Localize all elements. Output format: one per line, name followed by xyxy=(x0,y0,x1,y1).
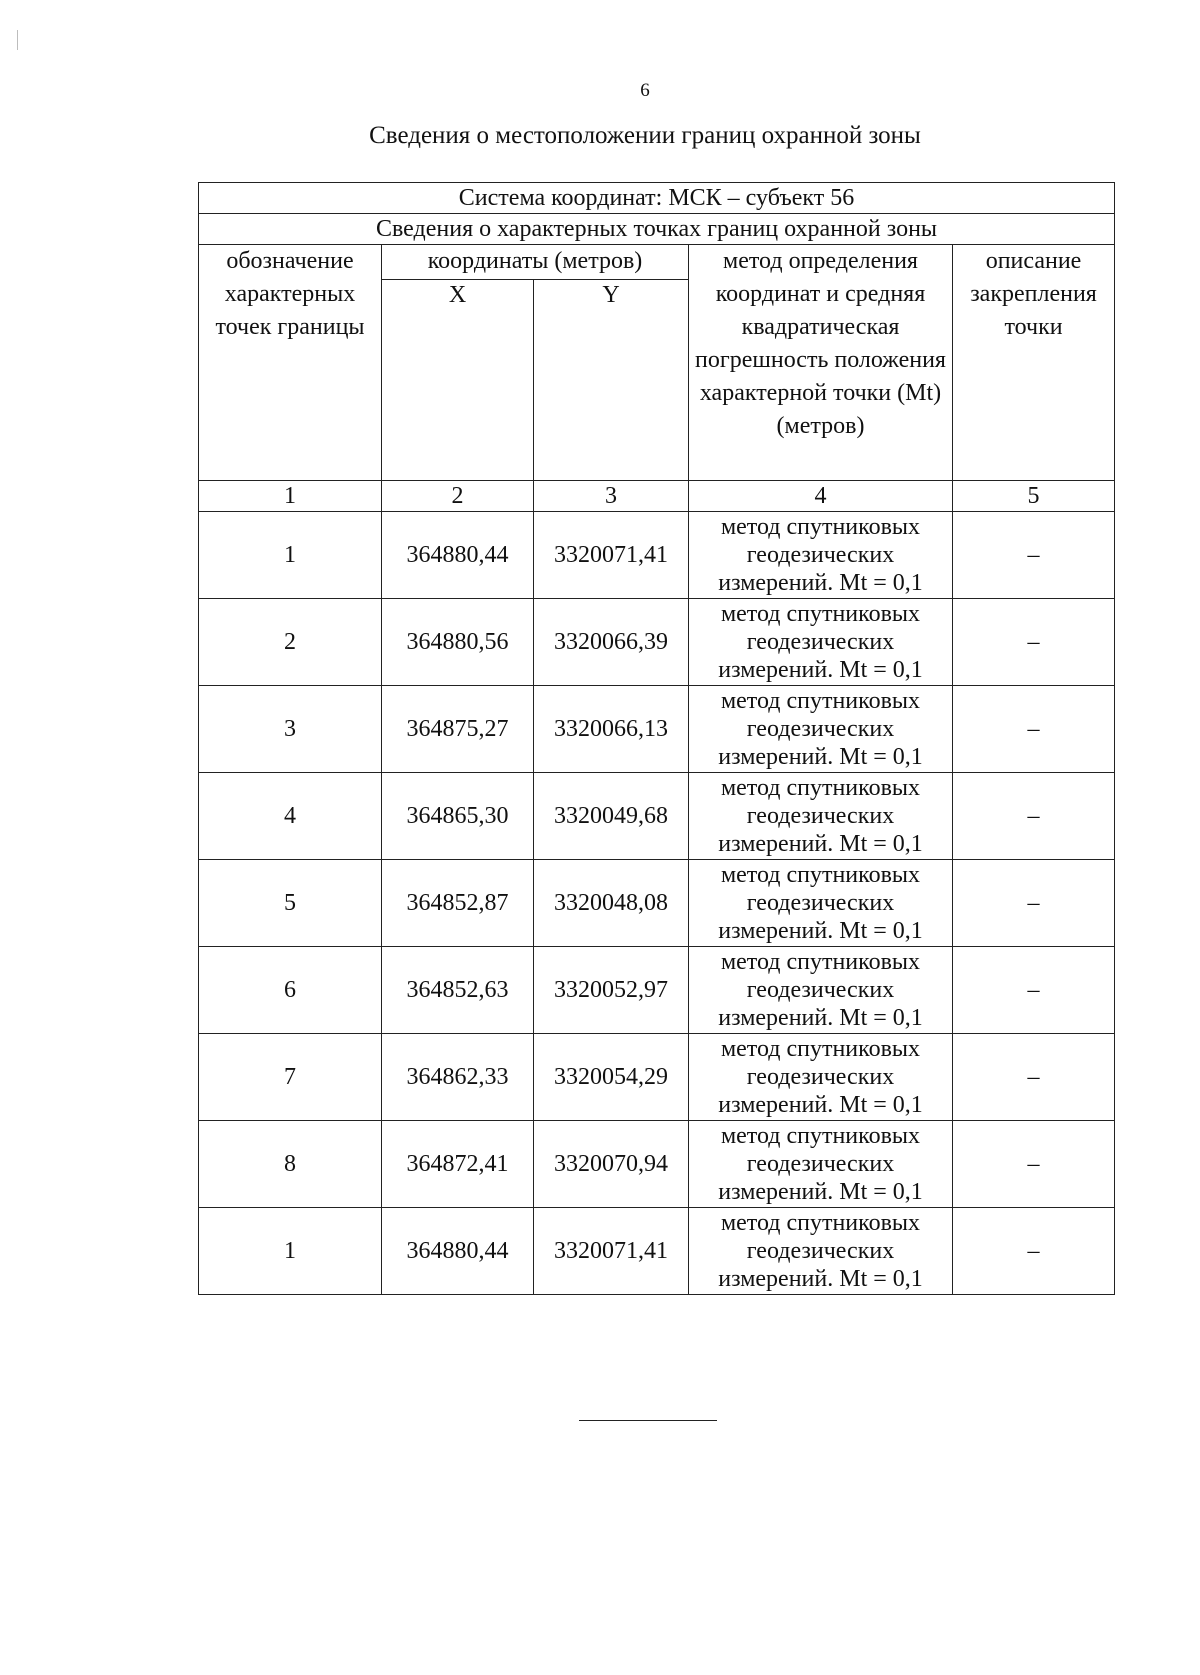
point-cell: 1 xyxy=(199,512,382,599)
x-coordinate-cell: 364875,27 xyxy=(382,686,534,773)
point-cell: 7 xyxy=(199,1034,382,1121)
document-title: Сведения о местоположении границ охранной зоны xyxy=(369,122,921,149)
description-cell: – xyxy=(953,686,1115,773)
table-row xyxy=(199,947,1115,1034)
table-row xyxy=(199,860,1115,947)
x-coordinate-cell: 364880,56 xyxy=(382,599,534,686)
description-cell: – xyxy=(953,860,1115,947)
y-coordinate-cell: 3320071,41 xyxy=(534,1208,689,1295)
point-cell: 5 xyxy=(199,860,382,947)
description-cell: – xyxy=(953,947,1115,1034)
method-cell: метод спутниковых геодезических измерений. Mt = 0,1 xyxy=(689,1208,953,1295)
scan-artifact-mark xyxy=(17,30,18,50)
table-row xyxy=(199,686,1115,773)
x-coordinate-cell: 364852,87 xyxy=(382,860,534,947)
header-y: Y xyxy=(534,280,689,481)
coordinate-system-row xyxy=(199,183,1115,214)
y-coordinate-cell: 3320066,13 xyxy=(534,686,689,773)
y-coordinate-cell: 3320070,94 xyxy=(534,1121,689,1208)
y-coordinate-cell: 3320052,97 xyxy=(534,947,689,1034)
x-coordinate-cell: 364865,30 xyxy=(382,773,534,860)
method-cell: метод спутниковых геодезических измерений. Mt = 0,1 xyxy=(689,1034,953,1121)
x-coordinate-cell: 364862,33 xyxy=(382,1034,534,1121)
page-number: 6 xyxy=(640,80,650,101)
method-cell: метод спутниковых геодезических измерений. Mt = 0,1 xyxy=(689,947,953,1034)
point-cell: 1 xyxy=(199,1208,382,1295)
method-cell: метод спутниковых геодезических измерений. Mt = 0,1 xyxy=(689,599,953,686)
coordinate-system-cell: Система координат: МСК – субъект 56 xyxy=(199,183,1115,214)
column-number: 5 xyxy=(953,481,1115,512)
table-subtitle-cell: Сведения о характерных точках границ охранной зоны xyxy=(199,214,1115,245)
description-cell: – xyxy=(953,599,1115,686)
column-number: 1 xyxy=(199,481,382,512)
method-cell: метод спутниковых геодезических измерений. Mt = 0,1 xyxy=(689,686,953,773)
table-subtitle-row xyxy=(199,214,1115,245)
header-method: метод определения координат и средняя квадратическая погрешность положения характерной точки (Mt) (метров) xyxy=(689,245,953,481)
y-coordinate-cell: 3320071,41 xyxy=(534,512,689,599)
x-coordinate-cell: 364880,44 xyxy=(382,1208,534,1295)
column-number: 3 xyxy=(534,481,689,512)
table-row xyxy=(199,773,1115,860)
point-cell: 4 xyxy=(199,773,382,860)
table-row xyxy=(199,599,1115,686)
method-cell: метод спутниковых геодезических измерений. Mt = 0,1 xyxy=(689,512,953,599)
table-row xyxy=(199,512,1115,599)
method-cell: метод спутниковых геодезических измерений. Mt = 0,1 xyxy=(689,1121,953,1208)
point-cell: 3 xyxy=(199,686,382,773)
end-of-document-rule xyxy=(579,1420,717,1421)
point-cell: 2 xyxy=(199,599,382,686)
x-coordinate-cell: 364880,44 xyxy=(382,512,534,599)
header-row xyxy=(199,245,1115,280)
column-number-row xyxy=(199,481,1115,512)
y-coordinate-cell: 3320054,29 xyxy=(534,1034,689,1121)
table-row xyxy=(199,1208,1115,1295)
y-coordinate-cell: 3320049,68 xyxy=(534,773,689,860)
description-cell: – xyxy=(953,1121,1115,1208)
method-cell: метод спутниковых геодезических измерений. Mt = 0,1 xyxy=(689,860,953,947)
table-row xyxy=(199,1121,1115,1208)
header-x: X xyxy=(382,280,534,481)
y-coordinate-cell: 3320066,39 xyxy=(534,599,689,686)
x-coordinate-cell: 364852,63 xyxy=(382,947,534,1034)
description-cell: – xyxy=(953,773,1115,860)
column-number: 2 xyxy=(382,481,534,512)
description-cell: – xyxy=(953,512,1115,599)
point-cell: 6 xyxy=(199,947,382,1034)
boundary-points-table xyxy=(198,182,1115,1295)
method-cell: метод спутниковых геодезических измерений. Mt = 0,1 xyxy=(689,773,953,860)
description-cell: – xyxy=(953,1208,1115,1295)
y-coordinate-cell: 3320048,08 xyxy=(534,860,689,947)
description-cell: – xyxy=(953,1034,1115,1121)
header-description: описание закрепления точки xyxy=(953,245,1115,481)
column-number: 4 xyxy=(689,481,953,512)
table-row xyxy=(199,1034,1115,1121)
point-cell: 8 xyxy=(199,1121,382,1208)
x-coordinate-cell: 364872,41 xyxy=(382,1121,534,1208)
header-coordinates-group: координаты (метров) xyxy=(382,245,689,280)
header-point-designation: обозначение характерных точек границы xyxy=(199,245,382,481)
